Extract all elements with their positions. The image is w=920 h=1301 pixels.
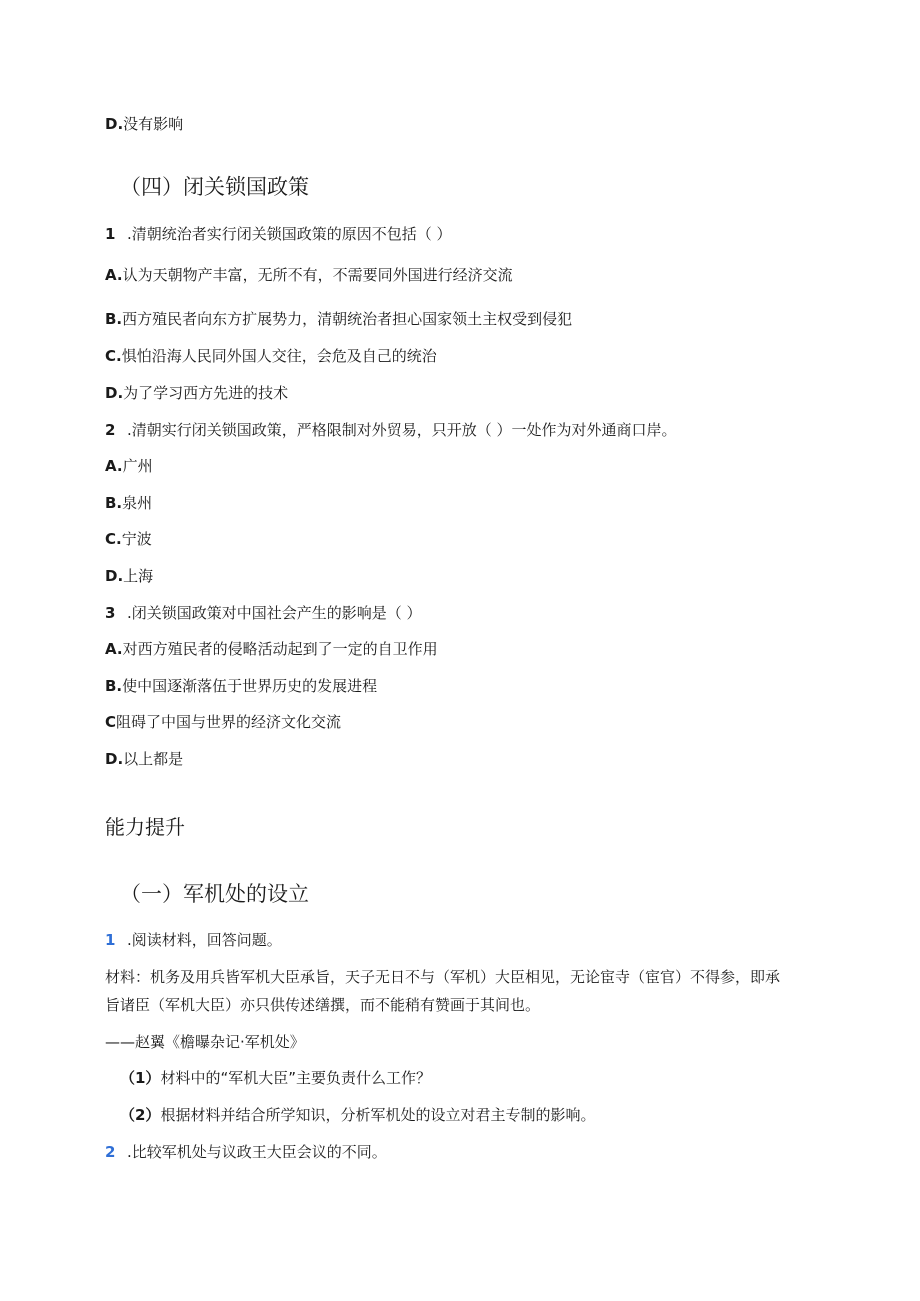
option-text: 为了学习西方先进的技术 — [123, 384, 289, 402]
section-title-1: （一）军机处的设立 — [120, 882, 309, 906]
option-text: 上海 — [123, 567, 154, 585]
option-text: 泉州 — [122, 494, 153, 512]
option-d — [105, 114, 183, 134]
sub-question-number: （2） — [120, 1106, 161, 1124]
material-source: ——赵翼《檐曝杂记·军机处》 — [105, 1033, 305, 1051]
question-text: .清朝统治者实行闭关锁国政策的原因不包括（ ） — [127, 225, 452, 243]
option-b — [105, 309, 572, 329]
option-d — [105, 566, 153, 586]
option-c — [105, 712, 341, 732]
option-b — [105, 493, 152, 513]
question-1 — [105, 224, 452, 244]
option-letter: D. — [105, 384, 124, 402]
ability-heading: 能力提升 — [105, 815, 185, 839]
question-2 — [105, 420, 677, 440]
option-text: 宁波 — [121, 530, 152, 548]
option-letter: B. — [105, 310, 123, 328]
option-letter: D. — [105, 750, 124, 768]
option-a — [105, 265, 513, 285]
option-text: 广州 — [122, 457, 153, 475]
sub-question-number: （1） — [120, 1069, 161, 1087]
question-number: 2 — [105, 1143, 116, 1161]
option-text: 认为天朝物产丰富，无所不有，不需要同外国进行经济交流 — [122, 266, 513, 284]
material-line-2: 旨诸臣（军机大臣）亦只供传述缮撰，而不能稍有赞画于其间也。 — [105, 996, 541, 1014]
option-letter: A. — [105, 640, 123, 658]
question-number: 1 — [105, 931, 116, 949]
sub-question-1 — [120, 1068, 431, 1088]
sub-question-2 — [120, 1105, 595, 1125]
question-number: 2 — [105, 421, 116, 439]
question-text: .闭关锁国政策对中国社会产生的影响是（ ） — [127, 604, 422, 622]
sub-question-text: 材料中的“军机大臣”主要负责什么工作？ — [160, 1069, 431, 1087]
option-a — [105, 456, 153, 476]
option-letter: A. — [105, 457, 123, 475]
option-c — [105, 346, 437, 366]
option-letter: D. — [105, 567, 124, 585]
option-d — [105, 383, 288, 403]
option-b — [105, 676, 377, 696]
option-text: 对西方殖民者的侵略活动起到了一定的自卫作用 — [122, 640, 438, 658]
option-letter: C — [105, 713, 117, 731]
question-text: .清朝实行闭关锁国政策，严格限制对外贸易，只开放（ ）一处作为对外通商口岸。 — [127, 421, 677, 439]
option-a — [105, 639, 438, 659]
option-letter: B. — [105, 494, 123, 512]
question-1 — [105, 930, 282, 950]
option-text: 阻碍了中国与世界的经济文化交流 — [116, 713, 342, 731]
question-3 — [105, 603, 422, 623]
question-number: 1 — [105, 225, 116, 243]
option-c — [105, 529, 152, 549]
sub-question-text: 根据材料并结合所学知识，分析军机处的设立对君主专制的影响。 — [160, 1106, 596, 1124]
option-text: 使中国逐渐落伍于世界历史的发展进程 — [122, 677, 378, 695]
option-text: 西方殖民者向东方扩展势力，清朝统治者担心国家领土主权受到侵犯 — [122, 310, 573, 328]
option-text: 没有影响 — [123, 115, 184, 133]
option-letter: C. — [105, 530, 122, 548]
question-text: .比较军机处与议政王大臣会议的不同。 — [127, 1143, 387, 1161]
section-title-4: （四）闭关锁国政策 — [120, 175, 309, 199]
option-letter: B. — [105, 677, 123, 695]
option-letter: C. — [105, 347, 122, 365]
question-text: .阅读材料，回答问题。 — [127, 931, 282, 949]
option-d — [105, 749, 183, 769]
question-number: 3 — [105, 604, 116, 622]
question-2 — [105, 1142, 387, 1162]
option-letter: A. — [105, 266, 123, 284]
option-text: 惧怕沿海人民同外国人交往，会危及自己的统治 — [121, 347, 437, 365]
option-text: 以上都是 — [123, 750, 184, 768]
material-line-1: 材料：机务及用兵皆军机大臣承旨，天子无日不与（军机）大臣相见，无论宦寺（宦官）不得参，即承 — [105, 968, 781, 986]
option-letter: D. — [105, 115, 124, 133]
